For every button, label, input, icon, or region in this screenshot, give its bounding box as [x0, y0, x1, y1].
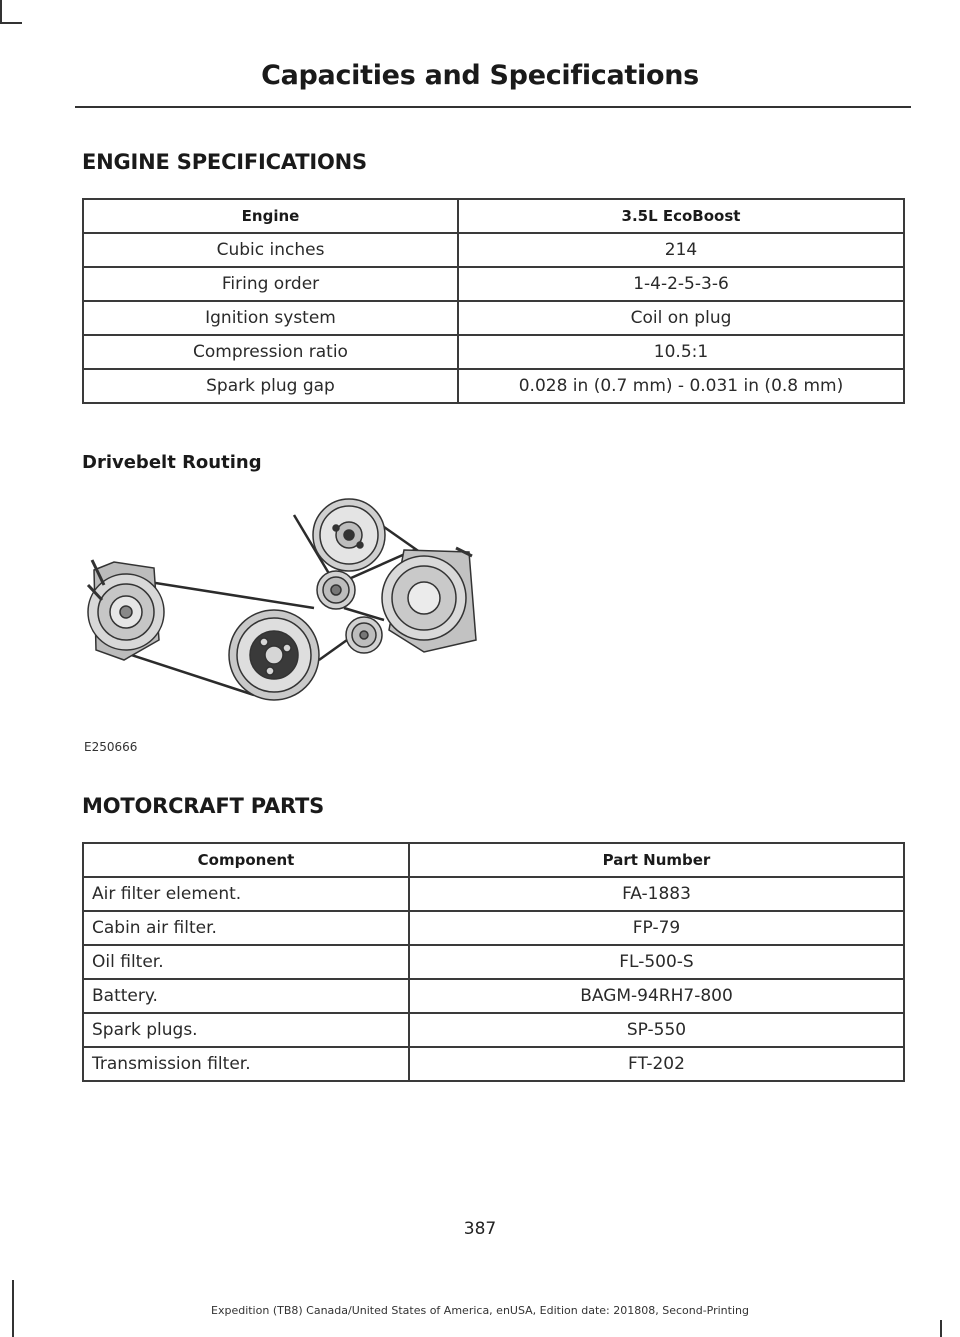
water-pump-pulley [313, 499, 385, 571]
ac-compressor-pulley [88, 560, 164, 660]
table-row [83, 1047, 904, 1081]
table-cell: 0.028 in (0.7 mm) - 0.031 in (0.8 mm) [458, 369, 904, 403]
table-row [83, 979, 904, 1013]
table-header-row [83, 199, 904, 233]
engine-specs-heading: ENGINE SPECIFICATIONS [82, 150, 367, 174]
table-row [83, 233, 904, 267]
table-row [83, 369, 904, 403]
table-cell: FP-79 [409, 911, 904, 945]
table-row [83, 911, 904, 945]
table-cell: FA-1883 [409, 877, 904, 911]
table-cell: SP-550 [409, 1013, 904, 1047]
table-row [83, 877, 904, 911]
crop-mark-bottom-right [940, 1320, 942, 1337]
drivebelt-diagram [84, 490, 484, 715]
table-row [83, 1013, 904, 1047]
page-number: 387 [463, 1219, 497, 1239]
motorcraft-heading: MOTORCRAFT PARTS [82, 794, 325, 818]
idler-pulley [317, 571, 355, 609]
column-header: Part Number [409, 843, 904, 877]
table-cell: Spark plug gap [83, 369, 458, 403]
edition-footer: Expedition (TB8) Canada/United States of America, enUSA, Edition date: 201808, Second-Printing [211, 1304, 749, 1317]
table-cell: Oil filter. [83, 945, 409, 979]
table-cell: Battery. [83, 979, 409, 1013]
column-header: Component [83, 843, 409, 877]
figure-code: E250666 [84, 740, 138, 754]
table-cell: Cubic inches [83, 233, 458, 267]
table-row [83, 301, 904, 335]
tensioner-pulley [346, 617, 382, 653]
header-rule [75, 106, 911, 108]
crankshaft-pulley [229, 610, 319, 700]
table-cell: Ignition system [83, 301, 458, 335]
table-row [83, 267, 904, 301]
table-cell: Transmission filter. [83, 1047, 409, 1081]
table-cell: Firing order [83, 267, 458, 301]
table-cell: Coil on plug [458, 301, 904, 335]
table-cell: Compression ratio [83, 335, 458, 369]
crop-mark-top-left-h [0, 22, 22, 24]
column-header: 3.5L EcoBoost [458, 199, 904, 233]
table-cell: FT-202 [409, 1047, 904, 1081]
chapter-title: Capacities and Specifications [261, 60, 699, 91]
table-cell: FL-500-S [409, 945, 904, 979]
table-cell: Spark plugs. [83, 1013, 409, 1047]
engine-specs-table [82, 198, 905, 404]
drivebelt-heading: Drivebelt Routing [82, 452, 262, 473]
table-row [83, 335, 904, 369]
table-cell: 214 [458, 233, 904, 267]
table-cell: BAGM-94RH7-800 [409, 979, 904, 1013]
column-header: Engine [83, 199, 458, 233]
crop-mark-top-left [0, 0, 2, 22]
motorcraft-parts-table [82, 842, 905, 1082]
generator-pulley [382, 548, 476, 652]
table-header-row [83, 843, 904, 877]
table-cell: Air filter element. [83, 877, 409, 911]
table-cell: 1-4-2-5-3-6 [458, 267, 904, 301]
table-row [83, 945, 904, 979]
table-cell: 10.5:1 [458, 335, 904, 369]
table-cell: Cabin air filter. [83, 911, 409, 945]
